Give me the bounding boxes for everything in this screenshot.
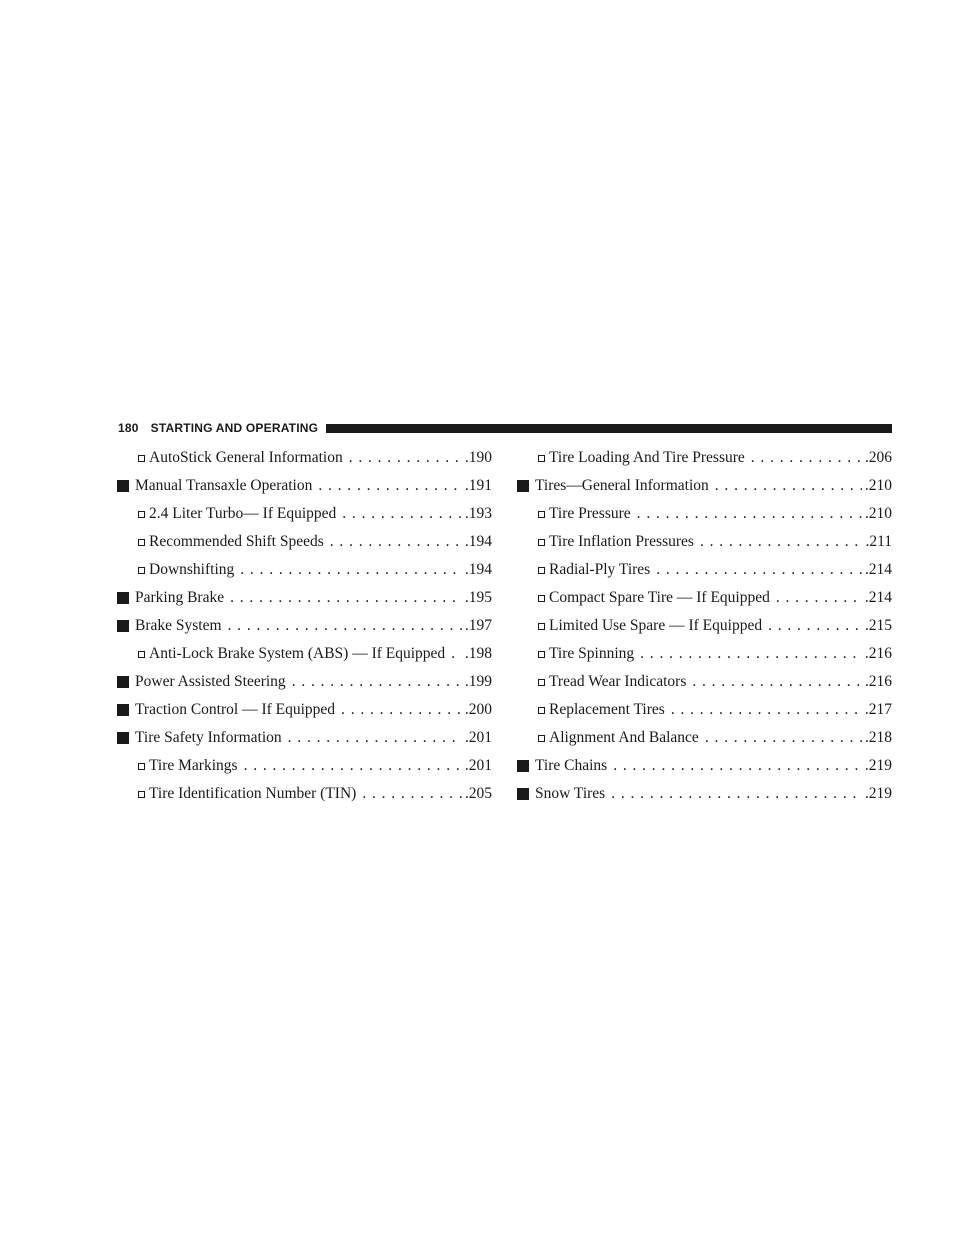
toc-entry-page: .219 <box>864 785 892 802</box>
filled-square-bullet-icon <box>117 592 129 604</box>
toc-entry-page: .194 <box>464 561 492 578</box>
toc-entry[interactable] <box>117 724 492 752</box>
hollow-square-bullet-icon <box>537 735 545 742</box>
toc-entry-page: .197 <box>464 617 492 634</box>
toc-entry[interactable] <box>517 444 892 472</box>
dot-leader <box>637 505 862 523</box>
toc-entry-page: .195 <box>464 589 492 606</box>
toc-entry-label: Replacement Tires <box>549 701 665 718</box>
hollow-square-bullet-icon <box>537 539 545 546</box>
hollow-square-bullet-icon <box>137 763 145 770</box>
dot-leader <box>292 673 462 691</box>
dot-leader <box>768 617 862 635</box>
toc-entry[interactable] <box>117 500 492 528</box>
toc-entry-label: Tire Inflation Pressures <box>549 533 694 550</box>
toc-entry-label: Tire Pressure <box>549 505 631 522</box>
dot-leader <box>715 477 862 495</box>
toc-entry-page: .199 <box>464 673 492 690</box>
dot-leader <box>705 729 862 747</box>
toc-entry-page: .205 <box>464 785 492 802</box>
dot-leader <box>342 505 462 523</box>
toc-entry[interactable] <box>117 528 492 556</box>
toc-entry-page: .211 <box>865 533 892 550</box>
toc-entry-page: .191 <box>464 477 492 494</box>
hollow-square-bullet-icon <box>137 567 145 574</box>
dot-leader <box>341 701 462 719</box>
hollow-square-bullet-icon <box>537 679 545 686</box>
hollow-square-bullet-icon <box>537 455 545 462</box>
toc-entry-label: Traction Control — If Equipped <box>135 701 336 718</box>
toc-entry[interactable] <box>517 584 892 612</box>
dot-leader <box>640 645 862 663</box>
section-title: STARTING AND OPERATING <box>150 421 319 435</box>
dot-leader <box>776 589 862 607</box>
toc-entry-page: .201 <box>464 757 492 774</box>
dot-leader <box>613 757 862 775</box>
dot-leader <box>362 785 462 803</box>
dot-leader <box>240 561 462 579</box>
toc-entry-label: Limited Use Spare — If Equipped <box>549 617 763 634</box>
toc-entry-label: Tire Spinning <box>549 645 635 662</box>
hollow-square-bullet-icon <box>537 651 545 658</box>
toc-entry-label: Tire Loading And Tire Pressure <box>549 449 745 466</box>
hollow-square-bullet-icon <box>537 595 545 602</box>
toc-entry-label: Recommended Shift Speeds <box>149 533 324 550</box>
toc-entry-label: Power Assisted Steering <box>135 673 286 690</box>
toc-entry[interactable] <box>517 696 892 724</box>
toc-entry[interactable] <box>517 472 892 500</box>
toc-entry-page: .210 <box>864 477 892 494</box>
toc-entry-label: Manual Transaxle Operation <box>135 477 313 494</box>
toc-entry[interactable] <box>117 780 492 808</box>
toc-entry[interactable] <box>117 444 492 472</box>
toc-entry-page: .193 <box>464 505 492 522</box>
dot-leader <box>700 533 862 551</box>
hollow-square-bullet-icon <box>137 539 145 546</box>
filled-square-bullet-icon <box>117 620 129 632</box>
toc-entry[interactable] <box>517 640 892 668</box>
toc-entry-page: .190 <box>464 449 492 466</box>
toc-entry-label: Alignment And Balance <box>549 729 699 746</box>
toc-entry-page: .206 <box>864 449 892 466</box>
toc-entry-label: Snow Tires <box>535 785 606 802</box>
toc-entry[interactable] <box>117 696 492 724</box>
dot-leader <box>288 729 462 747</box>
hollow-square-bullet-icon <box>137 791 145 798</box>
toc-entry[interactable] <box>517 752 892 780</box>
toc-entry-page: .218 <box>864 729 892 746</box>
toc-entry[interactable] <box>117 752 492 780</box>
hollow-square-bullet-icon <box>137 511 145 518</box>
hollow-square-bullet-icon <box>537 707 545 714</box>
hollow-square-bullet-icon <box>537 623 545 630</box>
dot-leader <box>692 673 862 691</box>
hollow-square-bullet-icon <box>537 511 545 518</box>
toc-entry-page: .201 <box>464 729 492 746</box>
toc-entry-page: .194 <box>464 533 492 550</box>
dot-leader <box>244 757 462 775</box>
toc-entry-label: Tire Safety Information <box>135 729 282 746</box>
dot-leader <box>671 701 862 719</box>
toc-entry[interactable] <box>117 556 492 584</box>
toc-entry[interactable] <box>117 472 492 500</box>
filled-square-bullet-icon <box>517 788 529 800</box>
toc-entry-page: .217 <box>864 701 892 718</box>
toc-entry[interactable] <box>517 612 892 640</box>
filled-square-bullet-icon <box>117 704 129 716</box>
toc-entry-label: Tire Chains <box>535 757 608 774</box>
toc-entry-page: .214 <box>864 589 892 606</box>
toc-entry-label: Radial-Ply Tires <box>549 561 651 578</box>
toc-column-right <box>517 444 892 808</box>
hollow-square-bullet-icon <box>137 455 145 462</box>
dot-leader <box>349 449 462 467</box>
hollow-square-bullet-icon <box>137 651 145 658</box>
toc-entry[interactable] <box>517 528 892 556</box>
dot-leader <box>656 561 862 579</box>
toc-entry-page: .216 <box>864 673 892 690</box>
toc-entry[interactable] <box>517 668 892 696</box>
toc-entry-label: Tires—General Information <box>535 477 709 494</box>
toc-entry-label: Tire Markings <box>149 757 238 774</box>
toc-entry-label: Parking Brake <box>135 589 225 606</box>
filled-square-bullet-icon <box>117 676 129 688</box>
page-header <box>118 419 892 437</box>
page-number: 180 <box>118 421 139 435</box>
toc-entry-page: .198 <box>464 645 492 662</box>
filled-square-bullet-icon <box>517 480 529 492</box>
toc-entry[interactable] <box>517 556 892 584</box>
toc-entry-label: Brake System <box>135 617 222 634</box>
dot-leader <box>751 449 862 467</box>
toc-entry[interactable] <box>517 724 892 752</box>
toc-entry-label: Compact Spare Tire — If Equipped <box>549 589 770 606</box>
filled-square-bullet-icon <box>117 732 129 744</box>
toc-entry-label: 2.4 Liter Turbo— If Equipped <box>149 505 337 522</box>
toc-entry[interactable] <box>517 500 892 528</box>
toc-entry[interactable] <box>517 780 892 808</box>
dot-leader <box>230 589 462 607</box>
filled-square-bullet-icon <box>117 480 129 492</box>
toc-entry-page: .200 <box>464 701 492 718</box>
dot-leader <box>611 785 862 803</box>
filled-square-bullet-icon <box>517 760 529 772</box>
toc-entry-label: Tread Wear Indicators <box>549 673 687 690</box>
toc-entry[interactable] <box>117 612 492 640</box>
toc-entry-label: AutoStick General Information <box>149 449 343 466</box>
dot-leader <box>318 477 462 495</box>
hollow-square-bullet-icon <box>537 567 545 574</box>
toc-column-left <box>117 444 492 808</box>
toc-entry-page: .214 <box>864 561 892 578</box>
toc-entry[interactable] <box>117 668 492 696</box>
dot-leader <box>228 617 462 635</box>
toc-entry-label: Tire Identification Number (TIN) <box>149 785 357 802</box>
toc-entry-page: .216 <box>864 645 892 662</box>
toc-entry-label: Anti-Lock Brake System (ABS) — If Equipped <box>149 645 446 662</box>
toc-entry[interactable] <box>117 584 492 612</box>
toc-entry-page: .215 <box>864 617 892 634</box>
toc-entry-page: .219 <box>864 757 892 774</box>
toc-entry[interactable] <box>117 640 492 668</box>
toc-entry-page: .210 <box>864 505 892 522</box>
dot-leader <box>451 645 462 663</box>
dot-leader <box>330 533 462 551</box>
header-rule <box>326 424 892 433</box>
toc-entry-label: Downshifting <box>149 561 235 578</box>
